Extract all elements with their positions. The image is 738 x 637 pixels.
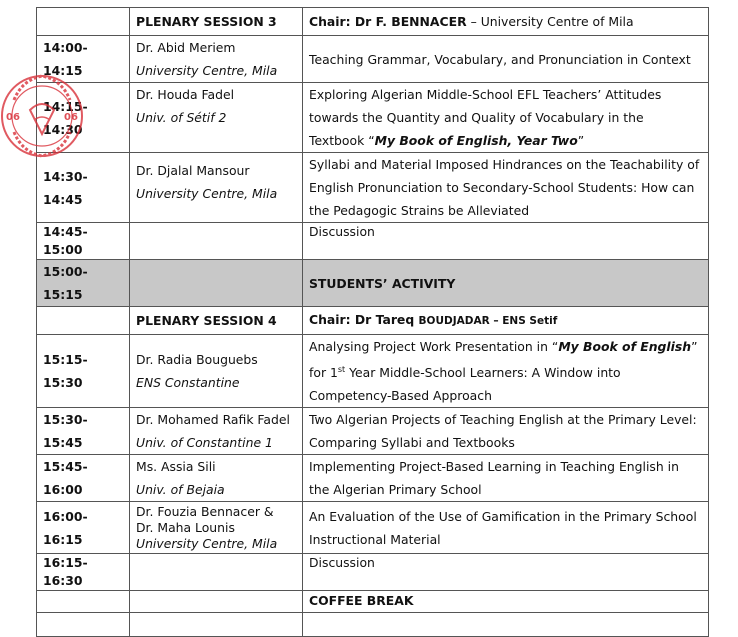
speaker-name: Dr. Djalal Mansour — [136, 163, 250, 178]
time-slot: 16:15-16:30 — [37, 554, 130, 591]
table-row — [37, 36, 709, 83]
table-row — [37, 408, 709, 455]
time-slot: 15:00-15:15 — [37, 260, 130, 307]
talk-title: Syllabi and Material Imposed Hindrances on the Teachability of English Pronunciation to Secondary-School Students: How can the Pedagogic Strains be Alleviated — [303, 153, 709, 223]
speaker-affiliation: Univ. of Bejaia — [136, 482, 225, 498]
talk-title: Implementing Project-Based Learning in Teaching English in the Algerian Primary School — [303, 455, 709, 502]
speaker-name: Dr. Houda Fadel — [136, 87, 235, 102]
speaker-affiliation: University Centre, Mila — [136, 536, 278, 552]
session-label: PLENARY SESSION 3 — [130, 8, 303, 36]
table-row — [37, 83, 709, 153]
talk-title: Teaching Grammar, Vocabulary, and Pronunciation in Context — [303, 36, 709, 83]
time-slot: 14:30-14:45 — [37, 153, 130, 223]
speaker — [130, 502, 303, 554]
speaker — [130, 335, 303, 408]
table-row — [37, 335, 709, 408]
speaker — [130, 153, 303, 223]
speaker-name: Ms. Assia Sili — [136, 459, 216, 475]
talk-title: Two Algerian Projects of Teaching English at the Primary Level: Comparing Syllabi and Textbooks — [303, 408, 709, 455]
talk-title: Exploring Algerian Middle-School EFL Teachers’ Attitudes towards the Quantity and Quality of Vocabulary in the Textbook “My Book of English, Year Two” — [303, 83, 709, 153]
discussion-label: Discussion — [303, 223, 709, 260]
table-row — [37, 554, 709, 591]
table-row — [37, 223, 709, 260]
speaker-name-2: Dr. Maha Lounis — [136, 520, 235, 536]
session-header-row — [37, 307, 709, 335]
time-slot: 14:00-14:15 — [37, 36, 130, 83]
talk-title: Analysing Project Work Presentation in “My Book of English” for 1st Year Middle-School Learners: A Window into Competency-Based Approach — [303, 335, 709, 408]
session-chair: Chair: Dr Tareq BOUDJADAR – ENS Setif — [303, 307, 709, 335]
table-row — [37, 153, 709, 223]
table-row — [37, 613, 709, 637]
time-slot: 14:15-14:30 — [37, 83, 130, 153]
speaker-name: Dr. Radia Bouguebs — [136, 352, 258, 368]
speaker-name: Dr. Fouzia Bennacer & — [136, 504, 274, 520]
coffee-break-label: COFFEE BREAK — [303, 591, 709, 613]
session-label: PLENARY SESSION 4 — [130, 307, 303, 335]
stamp-number-right: 06 — [64, 112, 78, 123]
students-activity-label: STUDENTS’ ACTIVITY — [303, 260, 709, 307]
speaker-affiliation: Univ. of Constantine 1 — [136, 435, 273, 451]
speaker — [130, 36, 303, 83]
speaker-name: Dr. Abid Meriem — [136, 40, 236, 55]
speaker-affiliation: University Centre, Mila — [136, 63, 278, 78]
book-title: My Book of English — [558, 339, 692, 354]
speaker — [130, 83, 303, 153]
speaker — [130, 408, 303, 455]
time-slot: 15:45-16:00 — [37, 455, 130, 502]
speaker — [130, 455, 303, 502]
table-row — [37, 455, 709, 502]
speaker-affiliation: University Centre, Mila — [136, 186, 278, 201]
time-slot: 15:30-15:45 — [37, 408, 130, 455]
book-title: My Book of English, Year Two — [374, 133, 578, 148]
discussion-label: Discussion — [303, 554, 709, 591]
session-chair — [303, 8, 709, 36]
speaker-affiliation: Univ. of Sétif 2 — [136, 110, 227, 125]
speaker-affiliation: ENS Constantine — [136, 375, 240, 391]
stamp-number-left: 06 — [6, 112, 20, 123]
table-row — [37, 502, 709, 554]
time-slot: 14:45-15:00 — [37, 223, 130, 260]
program-table — [36, 7, 709, 637]
talk-title: An Evaluation of the Use of Gamification in the Primary School Instructional Material — [303, 502, 709, 554]
table-row — [37, 591, 709, 613]
speaker-name: Dr. Mohamed Rafik Fadel — [136, 412, 290, 428]
time-slot: 16:00-16:15 — [37, 502, 130, 554]
chair-name: Chair: Dr F. BENNACER — [309, 14, 467, 29]
official-stamp — [0, 50, 96, 182]
time-slot: 15:15-15:30 — [37, 335, 130, 408]
session-header-row — [37, 8, 709, 36]
students-activity-row — [37, 260, 709, 307]
chair-affiliation: – University Centre of Mila — [466, 14, 634, 29]
